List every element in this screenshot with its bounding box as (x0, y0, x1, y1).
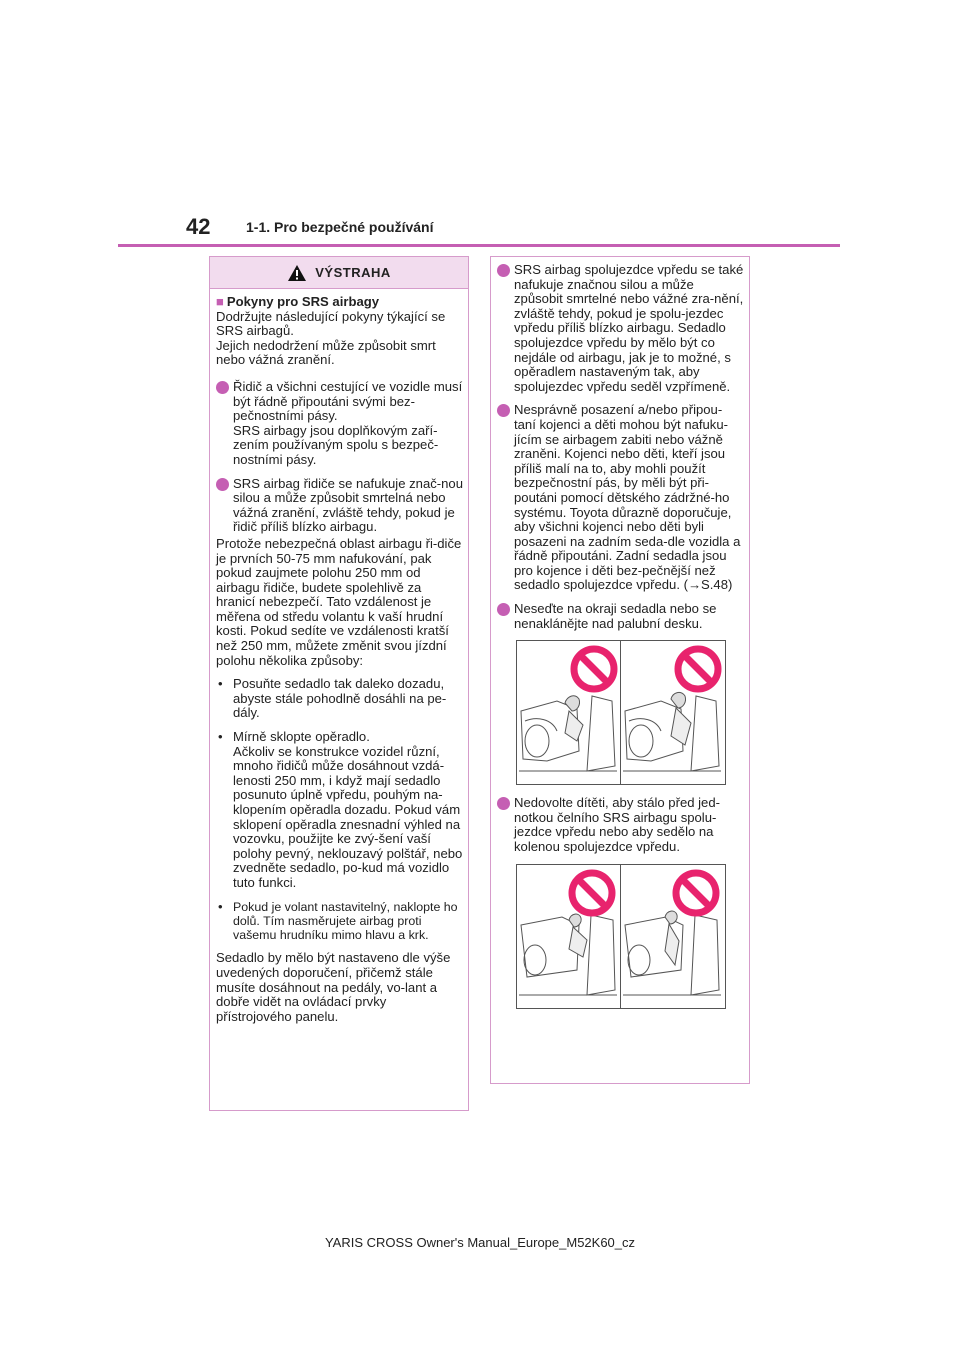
circle-bullet-icon (497, 603, 510, 616)
warning-box-continued (490, 256, 750, 1084)
warning-triangle-icon (287, 264, 307, 282)
list-item: SRS airbag spolujezdce vpředu se také nafukuje značnou silou a může způsobit smrtelné nebo vážné zra-nění, zvláště tehdy, pokud je spolu-jezdec vpředu příliš blízko airbagu. Sedadlo spolujezdce vpředu by mělo být co nejdále od airbagu, jak je to možné, s opěradlem nastaveným tak, aby spolujezdec vpředu seděl vzpřímeně. (497, 263, 744, 394)
warning-intro: Dodržujte následující pokyny týkající se SRS airbagů. Jejich nedodržení může způsobit smrt nebo vážná zranění. (216, 308, 446, 368)
list-item: Řidič a všichni cestující ve vozidle musí být řádně připoutáni svými bez-pečnostními pásy. SRS airbagy jsou doplňkovým zaří-zením používaným spolu s bezpeč-nostními pásy. (216, 380, 463, 468)
illustration-panel (517, 641, 622, 784)
seat-adjust-paragraph: Sedadlo by mělo být nastaveno dle výše uvedených doporučení, přičemž stále musíte dosáhnout na pedály, vo-lant a dobře vidět na ovládací prvky přístrojového panelu. (216, 950, 451, 1024)
illustration-leaning-dashboard (516, 640, 726, 785)
illustration-panel (621, 865, 725, 1008)
list-item: Nedovolte dítěti, aby stálo před jed-notkou čelního SRS airbagu spolu-jezdce vpředu nebo aby sedělo na kolenou spolujezdce vpředu. (497, 796, 744, 854)
prohibition-icon (621, 865, 724, 1006)
circle-bullet-icon (497, 264, 510, 277)
list-item: SRS airbag řidiče se nafukuje znač-nou silou a může způsobit smrtelná nebo vážná zranění, zvláště tehdy, pokud je řidič příliš blízko airbagu. (216, 477, 463, 535)
warning-header (210, 257, 468, 289)
list-item: • Mírně sklopte opěradlo. Ačkoliv se konstrukce vozidel různí, mnoho řidičů může dosáhnout vzdá-lenosti 250 mm, i když mají sedadlo posunuto úplně vpředu, pouhým na-klopením opěradla dozadu. Pokud vám sklopení opěradla znesnadní výhled na vozovku, použijte ke zvý-šení vaší polohy pevný, neklouzavý polštář, nebo zvedněte sedadlo, po-kud má vozidlo tuto funkci. (218, 729, 463, 890)
warning-box (209, 256, 469, 1111)
prohibition-icon (621, 641, 724, 782)
illustration-panel (621, 641, 725, 784)
circle-bullet-icon (497, 404, 510, 417)
warning-title: VÝSTRAHA (315, 265, 391, 280)
page-number: 42 (186, 214, 211, 239)
list-item: • Pokud je volant nastavitelný, naklopte ho dolů. Tím nasměrujete airbag proti vašemu hrudníku mimo hlavu a krk. (218, 898, 458, 943)
circle-bullet-icon (216, 478, 229, 491)
prohibition-icon (517, 641, 620, 782)
circle-bullet-icon (497, 797, 510, 810)
illustration-panel (517, 865, 622, 1008)
section-title: 1-1. Pro bezpečné používání (246, 219, 434, 235)
footer-text: YARIS CROSS Owner's Manual_Europe_M52K60_cz (324, 1235, 636, 1250)
prohibition-icon (517, 865, 620, 1006)
warning-subhead: ■ Pokyny pro SRS airbagy (216, 294, 380, 309)
header-rule (118, 244, 840, 247)
danger-zone-paragraph: Protože nebezpečná oblast airbagu ři-diče je prvních 50-75 mm nafukování, pak pokud zaujmete polohu 250 mm od airbagu řidiče, budete spolehlivě za hranicí nebezpečí. Tato vzdálenost je měřena od středu volantu k vaší hrudní kosti. Pokud sedíte ve vzdálenosti kratší než 250 mm, můžete změnit svou jízdní polohu několika způsoby: (216, 535, 462, 668)
list-item: • Posuňte sedadlo tak daleko dozadu, abyste stále pohodlně dosáhli na pe-dály. (218, 676, 447, 721)
circle-bullet-icon (216, 381, 229, 394)
list-item: Neseďte na okraji sedadla nebo se nenaklánějte nad palubní desku. (497, 602, 744, 631)
list-item: Nesprávně posazení a/nebo připou-taní kojenci a děti mohou být nafuku-jícím se airbagem zabiti nebo vážně zraněni. Kojenci nebo děti, kteří jsou příliš malí na to, aby mohli použít bezpečnostní pás, by měli být při-poutáni pomocí dětského zádržné-ho systému. Toyota důrazně doporučuje, aby všichni kojenci nebo děti byli posazeni na zadním seda-dle vozidla a řádně připoutáni. Zadní sedadla jsou pro kojence i děti bez-pečnější než sedadlo spolujezdce vpředu. (→S.48) (497, 403, 744, 593)
illustration-child-standing (516, 864, 726, 1009)
square-bullet-icon: ■ (216, 294, 224, 309)
